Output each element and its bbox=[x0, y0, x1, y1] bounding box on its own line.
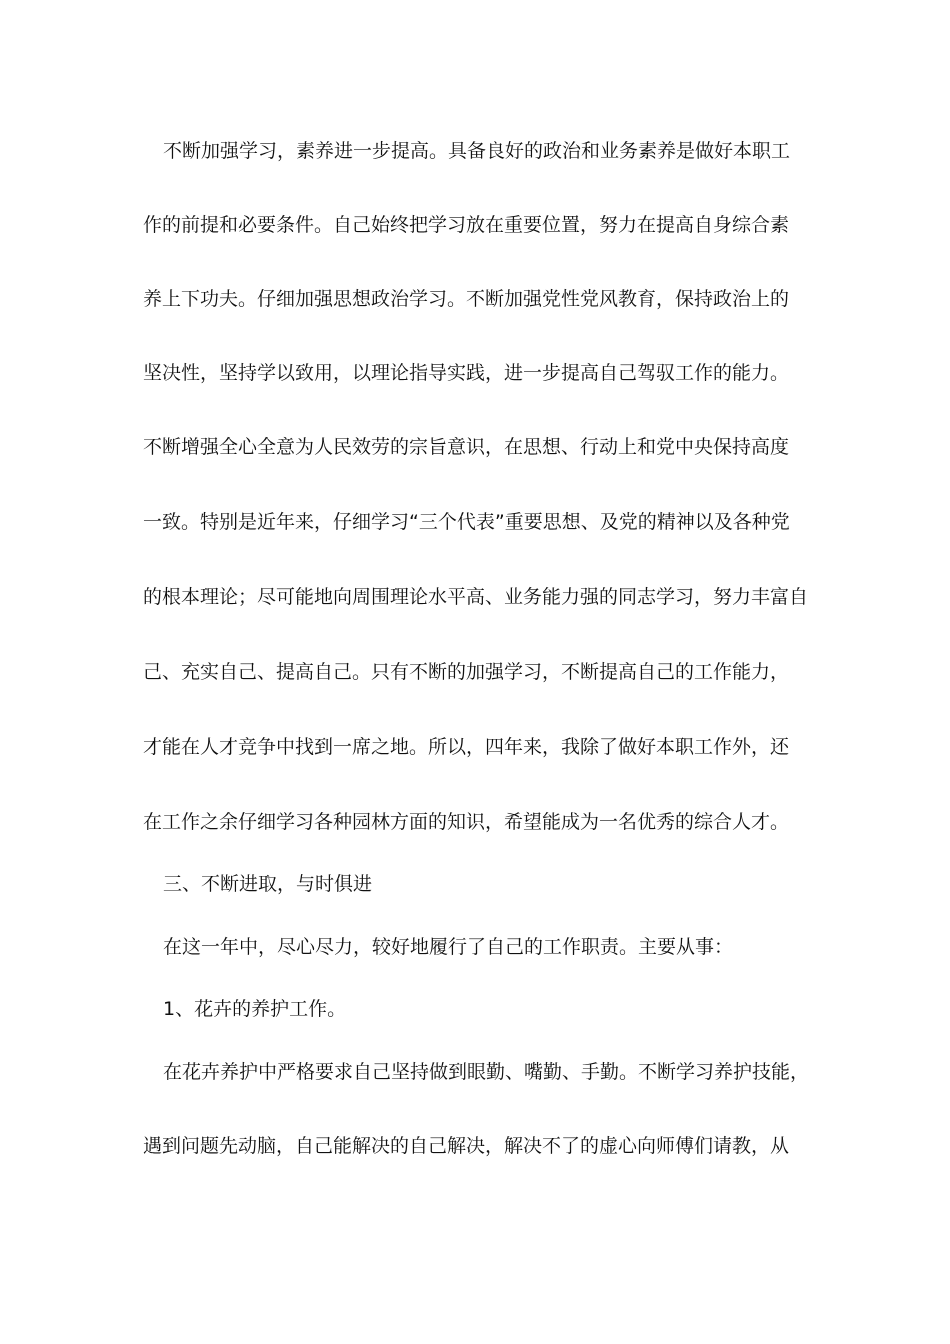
list-item-heading: 1、花卉的养护工作。 bbox=[163, 998, 347, 1020]
paragraph-line: 才能在人才竞争中找到一席之地。所以，四年来，我除了做好本职工作外，还 bbox=[143, 736, 790, 758]
paragraph-line: 不断加强学习，素养进一步提高。具备良好的政治和业务素养是做好本职工 bbox=[163, 140, 791, 162]
paragraph-line: 一致。特别是近年来，仔细学习“三个代表”重要思想、及党的精神以及各种党 bbox=[143, 511, 790, 533]
paragraph-line: 遇到问题先动脑，自己能解决的自己解决，解决不了的虚心向师傅们请教，从 bbox=[143, 1135, 790, 1157]
paragraph-line: 不断增强全心全意为人民效劳的宗旨意识，在思想、行动上和党中央保持高度 bbox=[143, 436, 790, 458]
intro-line: 在这一年中，尽心尽力，较好地履行了自己的工作职责。主要从事： bbox=[163, 936, 734, 958]
paragraph-line: 的根本理论；尽可能地向周围理论水平高、业务能力强的同志学习，努力丰富自 bbox=[143, 586, 809, 608]
paragraph-line: 坚决性，坚持学以致用，以理论指导实践，进一步提高自己驾驭工作的能力。 bbox=[143, 362, 790, 384]
paragraph-line: 在花卉养护中严格要求自己坚持做到眼勤、嘴勤、手勤。不断学习养护技能， bbox=[163, 1061, 810, 1083]
paragraph-line: 作的前提和必要条件。自己始终把学习放在重要位置，努力在提高自身综合素 bbox=[143, 214, 790, 236]
paragraph-line: 在工作之余仔细学习各种园林方面的知识，希望能成为一名优秀的综合人才。 bbox=[143, 811, 790, 833]
paragraph-line: 养上下功夫。仔细加强思想政治学习。不断加强党性党风教育，保持政治上的 bbox=[143, 288, 790, 310]
paragraph-line: 己、充实自己、提高自己。只有不断的加强学习，不断提高自己的工作能力， bbox=[143, 661, 790, 683]
section-heading: 三、不断进取，与时俱进 bbox=[163, 873, 373, 895]
